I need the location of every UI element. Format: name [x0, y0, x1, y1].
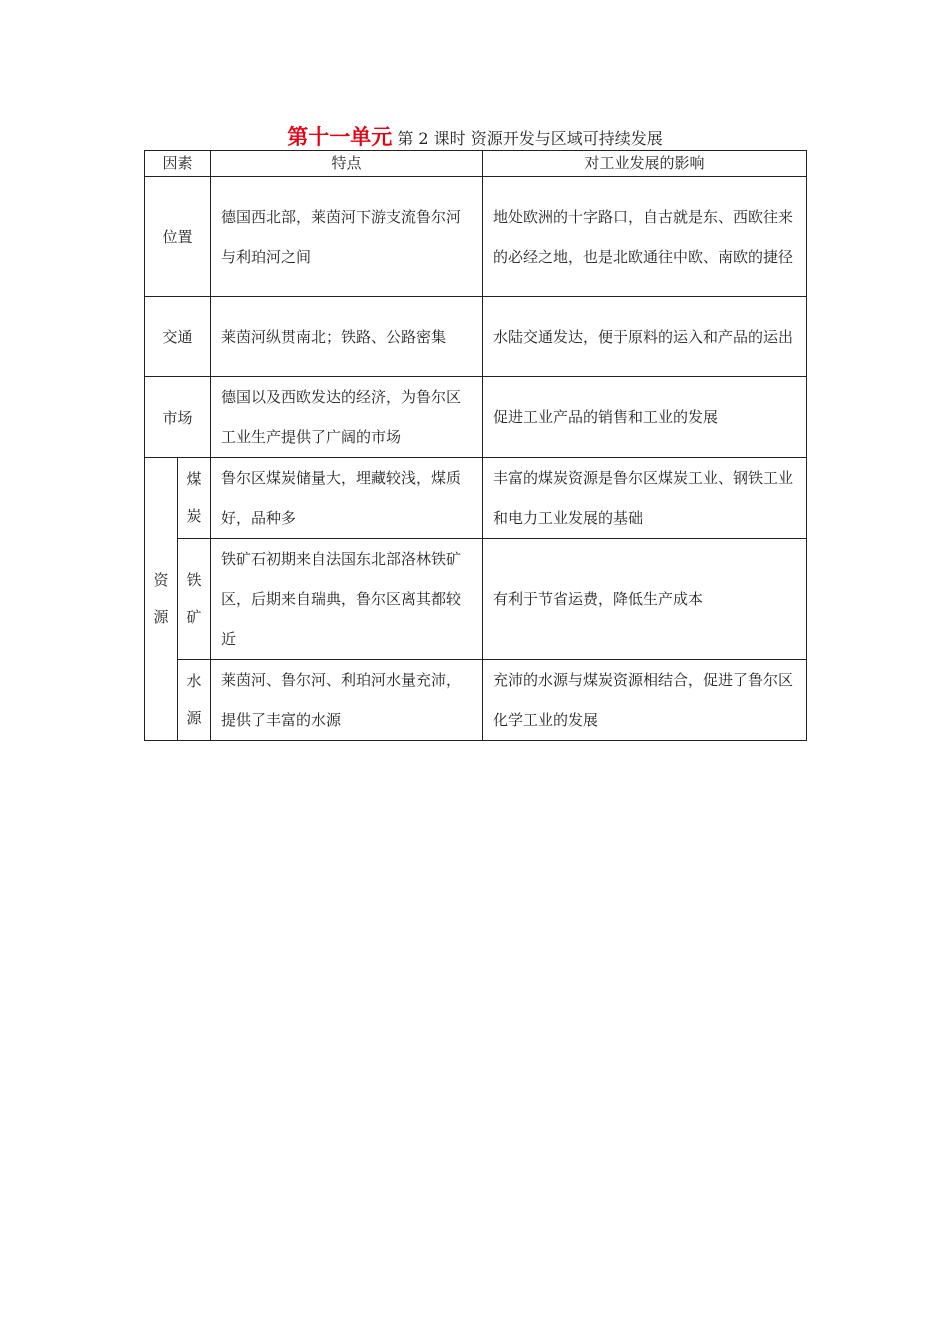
subfactor-char: 炭 — [186, 507, 202, 525]
table-row — [145, 297, 807, 377]
subfactor-char: 水 — [186, 672, 202, 690]
factor-table — [144, 150, 807, 741]
feature-cell: 莱茵河纵贯南北；铁路、公路密集 — [211, 297, 483, 377]
lesson-title: 第 2 课时 资源开发与区域可持续发展 — [392, 129, 663, 148]
header-factor: 因素 — [145, 151, 211, 177]
factor-char: 源 — [153, 608, 169, 626]
factor-cell: 交通 — [145, 297, 211, 377]
feature-cell: 鲁尔区煤炭储量大，埋藏较浅，煤质好，品种多 — [211, 458, 483, 539]
impact-cell: 丰富的煤炭资源是鲁尔区煤炭工业、钢铁工业和电力工业发展的基础 — [483, 458, 807, 539]
header-feature: 特点 — [211, 151, 483, 177]
factor-cell-resources — [145, 458, 178, 741]
impact-cell: 地处欧洲的十字路口，自古就是东、西欧往来的必经之地，也是北欧通往中欧、南欧的捷径 — [483, 177, 807, 297]
table-header-row — [145, 151, 807, 177]
unit-title: 第十一单元 — [287, 124, 393, 149]
header-impact: 对工业发展的影响 — [483, 151, 807, 177]
subfactor-char: 煤 — [186, 470, 202, 488]
subfactor-char: 铁 — [186, 571, 202, 589]
subfactor-cell-iron — [178, 539, 211, 660]
subfactor-char: 源 — [186, 709, 202, 727]
subfactor-cell-coal — [178, 458, 211, 539]
subfactor-cell-water — [178, 660, 211, 741]
table-row — [145, 377, 807, 458]
impact-cell: 水陆交通发达，便于原料的运入和产品的运出 — [483, 297, 807, 377]
table-row — [145, 458, 807, 539]
page-title — [0, 124, 950, 152]
factor-cell: 市场 — [145, 377, 211, 458]
feature-cell: 铁矿石初期来自法国东北部洛林铁矿区，后期来自瑞典，鲁尔区离其都较近 — [211, 539, 483, 660]
feature-cell: 莱茵河、鲁尔河、利珀河水量充沛，提供了丰富的水源 — [211, 660, 483, 741]
impact-cell: 有利于节省运费，降低生产成本 — [483, 539, 807, 660]
feature-cell: 德国以及西欧发达的经济，为鲁尔区工业生产提供了广阔的市场 — [211, 377, 483, 458]
table-row — [145, 177, 807, 297]
feature-cell: 德国西北部，莱茵河下游支流鲁尔河与利珀河之间 — [211, 177, 483, 297]
factor-cell: 位置 — [145, 177, 211, 297]
factor-char: 资 — [153, 571, 169, 589]
impact-cell: 促进工业产品的销售和工业的发展 — [483, 377, 807, 458]
table-row — [145, 539, 807, 660]
impact-cell: 充沛的水源与煤炭资源相结合，促进了鲁尔区化学工业的发展 — [483, 660, 807, 741]
subfactor-char: 矿 — [186, 608, 202, 626]
table-row — [145, 660, 807, 741]
